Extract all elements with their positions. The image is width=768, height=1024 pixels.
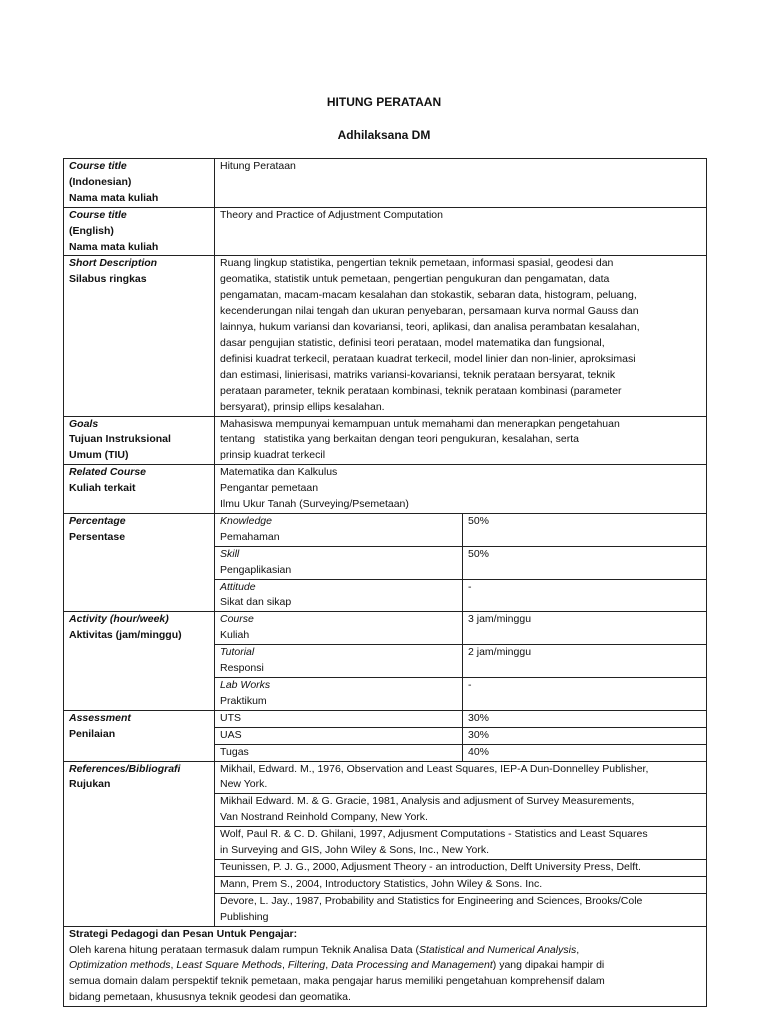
item-en: Course bbox=[220, 613, 254, 626]
strategy-text: , bbox=[170, 959, 177, 972]
label-cell bbox=[64, 207, 215, 256]
label-id: Persentase bbox=[69, 530, 126, 543]
assessment-item: UAS bbox=[215, 727, 463, 744]
syllabus-table bbox=[63, 158, 707, 1007]
row-activity bbox=[64, 612, 707, 645]
related-course-item: Pengantar pemetaan bbox=[220, 482, 319, 495]
label-id: Silabus ringkas bbox=[69, 273, 147, 286]
activity-value: 3 jam/minggu bbox=[463, 612, 707, 645]
row-assessment bbox=[64, 710, 707, 727]
goals-line: Mahasiswa mempunyai kemampuan untuk memahami dan menerapkan pengetahuan bbox=[220, 417, 620, 430]
strategy-text: , bbox=[325, 959, 332, 972]
item-id: Sikat dan sikap bbox=[220, 596, 292, 609]
label-id: Rujukan bbox=[69, 778, 111, 791]
label-en: Percentage bbox=[69, 514, 126, 527]
assessment-value: 30% bbox=[463, 727, 707, 744]
item-id: Praktikum bbox=[220, 694, 267, 707]
item-en: Skill bbox=[220, 547, 240, 560]
related-course-cell bbox=[215, 465, 707, 514]
strategy-line: semua domain dalam perspektif teknik pemetaan, maka pengajar harus memiliki pengetahuan komprehensif dalam bbox=[69, 975, 605, 988]
label-cell bbox=[64, 761, 215, 926]
strategy-text: , bbox=[576, 943, 580, 956]
description-line: dasar pengujian statistic, definisi teori perataan, model matematika dan fungsional, bbox=[220, 336, 605, 349]
reference-line: Teunissen, P. J. G., 2000, Adjusment Theory - an introduction, Delft University Press, Delft. bbox=[220, 860, 641, 873]
reference-line: Van Nostrand Reinhold Company, New York. bbox=[220, 811, 428, 824]
percentage-item bbox=[215, 579, 463, 612]
description-line: definisi kuadrat terkecil, perataan kuadrat terkecil, model linier dan non-linier, aproksimasi bbox=[220, 352, 636, 365]
label-en: Course title bbox=[69, 208, 127, 221]
activity-value: - bbox=[463, 678, 707, 711]
item-id: Kuliah bbox=[220, 629, 250, 642]
reference-line: New York. bbox=[220, 778, 268, 791]
reference-line: Mann, Prem S., 2004, Introductory Statistics, John Wiley & Sons. Inc. bbox=[220, 877, 543, 890]
assessment-value: 40% bbox=[463, 744, 707, 761]
percentage-value: - bbox=[463, 579, 707, 612]
reference-item bbox=[215, 794, 707, 827]
label-cell bbox=[64, 159, 215, 208]
reference-item bbox=[215, 859, 707, 876]
percentage-item bbox=[215, 546, 463, 579]
related-course-item: Matematika dan Kalkulus bbox=[220, 466, 338, 479]
reference-item bbox=[215, 827, 707, 860]
reference-item bbox=[215, 893, 707, 926]
row-course-title-id bbox=[64, 159, 707, 208]
row-strategy bbox=[64, 926, 707, 1007]
description-line: pengamatan, macam-macam kesalahan dan stokastik, sebaran data, histogram, peluang, bbox=[220, 289, 637, 302]
strategy-term: Optimization methods bbox=[69, 959, 171, 972]
row-references bbox=[64, 761, 707, 794]
label-en: References/Bibliografi bbox=[69, 762, 181, 775]
related-course-item: Ilmu Ukur Tanah (Surveying/Psemetaan) bbox=[220, 498, 409, 511]
goals-line: prinsip kuadrat terkecil bbox=[220, 449, 326, 462]
activity-item bbox=[215, 645, 463, 678]
strategy-text: Oleh karena hitung perataan termasuk dalam rumpun Teknik Analisa Data ( bbox=[69, 943, 420, 956]
label-cell bbox=[64, 465, 215, 514]
row-short-description bbox=[64, 256, 707, 416]
strategy-term: Data Processing and Management bbox=[331, 959, 493, 972]
item-en: Tutorial bbox=[220, 646, 255, 659]
strategy-cell bbox=[64, 926, 707, 1007]
label-en: Related Course bbox=[69, 466, 147, 479]
label-lang: (English) bbox=[69, 224, 114, 237]
strategy-text: ) yang dipakai hampir di bbox=[492, 959, 605, 972]
label-en: Goals bbox=[69, 417, 99, 430]
reference-line: Publishing bbox=[220, 910, 269, 923]
label-cell bbox=[64, 416, 215, 465]
document-title: HITUNG PERATAAN bbox=[326, 95, 442, 109]
strategy-line bbox=[69, 958, 701, 974]
label-cell bbox=[64, 513, 215, 611]
strategy-line: bidang pemetaan, khususnya teknik geodesi dan geomatika. bbox=[69, 991, 351, 1004]
reference-item bbox=[215, 761, 707, 794]
goals-cell bbox=[215, 416, 707, 465]
label-lang: (Indonesian) bbox=[69, 175, 132, 188]
row-percentage bbox=[64, 513, 707, 546]
percentage-value: 50% bbox=[463, 513, 707, 546]
activity-item bbox=[215, 678, 463, 711]
reference-line: Devore, L. Jay., 1987, Probability and Statistics for Engineering and Sciences, Brooks/Cole bbox=[220, 894, 643, 907]
row-related-course bbox=[64, 465, 707, 514]
description-line: bersyarat), prinsip ellips kesalahan. bbox=[220, 400, 385, 413]
label-id: Aktivitas (jam/minggu) bbox=[69, 629, 182, 642]
label-en: Short Description bbox=[69, 257, 158, 270]
label-en: Assessment bbox=[69, 711, 131, 724]
label-id: Tujuan Instruksional bbox=[69, 433, 171, 446]
strategy-text: , bbox=[282, 959, 288, 972]
description-line: lainnya, hukum variansi dan kovariansi, teori, aplikasi, dan analisa perambatan kesalahan, bbox=[220, 321, 640, 334]
description-line: kecenderungan nilai tengah dan ukuran penyebaran, persamaan kurva normal Gauss dan bbox=[220, 305, 639, 318]
percentage-item bbox=[215, 513, 463, 546]
strategy-term: Filtering bbox=[287, 959, 326, 972]
activity-item bbox=[215, 612, 463, 645]
reference-line: Wolf, Paul R. & C. D. Ghilani, 1997, Adjusment Computations - Statistics and Least Squares bbox=[220, 828, 648, 841]
goals-line: tentang statistika yang berkaitan dengan teori pengukuran, kesalahan, serta bbox=[220, 433, 579, 446]
assessment-item: UTS bbox=[215, 710, 463, 727]
reference-line: Mikhail Edward. M. & G. Gracie, 1981, Analysis and adjusment of Survey Measurements, bbox=[220, 795, 635, 808]
document-author: Adhilaksana DM bbox=[337, 128, 431, 142]
label-en: Course title bbox=[69, 160, 127, 172]
percentage-value: 50% bbox=[463, 546, 707, 579]
value-cell: Theory and Practice of Adjustment Computation bbox=[215, 207, 707, 256]
item-id: Pemahaman bbox=[220, 530, 280, 543]
label-id: Nama mata kuliah bbox=[69, 191, 159, 204]
reference-line: Mikhail, Edward. M., 1976, Observation and Least Squares, IEP-A Dun-Donnelley Publisher, bbox=[220, 762, 649, 775]
strategy-line bbox=[69, 943, 701, 959]
reference-line: in Surveying and GIS, John Wiley & Sons, Inc., New York. bbox=[220, 844, 490, 857]
item-en: Attitude bbox=[220, 580, 256, 593]
label-id: Penilaian bbox=[69, 727, 116, 740]
label-cell bbox=[64, 710, 215, 761]
strategy-heading: Strategi Pedagogi dan Pesan Untuk Pengajar: bbox=[69, 927, 298, 940]
assessment-value: 30% bbox=[463, 710, 707, 727]
description-line: geomatika, statistik untuk pemetaan, pengertian pengukuran dan pengamatan, data bbox=[220, 273, 610, 286]
description-line: dan estimasi, linierisasi, matriks variansi-kovariansi, teknik perataan bersyarat, teknik bbox=[220, 368, 616, 381]
label-id: Umum (TIU) bbox=[69, 449, 129, 462]
label-cell bbox=[64, 256, 215, 416]
row-course-title-en bbox=[64, 207, 707, 256]
label-en: Activity (hour/week) bbox=[69, 613, 169, 626]
item-en: Knowledge bbox=[220, 514, 272, 527]
description-cell bbox=[215, 256, 707, 416]
label-id: Nama mata kuliah bbox=[69, 240, 159, 253]
label-cell bbox=[64, 612, 215, 710]
item-id: Responsi bbox=[220, 662, 264, 675]
value-cell: Hitung Perataan bbox=[215, 159, 707, 208]
item-en: Lab Works bbox=[220, 679, 271, 691]
description-line: perataan parameter, teknik perataan kombinasi, teknik perataan kombinasi (parameter bbox=[220, 384, 622, 397]
activity-value: 2 jam/minggu bbox=[463, 645, 707, 678]
strategy-term: Least Square Methods bbox=[176, 959, 283, 972]
strategy-term: Statistical and Numerical Analysis bbox=[419, 943, 577, 956]
assessment-item: Tugas bbox=[215, 744, 463, 761]
row-goals bbox=[64, 416, 707, 465]
label-id: Kuliah terkait bbox=[69, 482, 136, 495]
description-line: Ruang lingkup statistika, pengertian teknik pemetaan, informasi spasial, geodesi dan bbox=[220, 257, 614, 270]
reference-item bbox=[215, 876, 707, 893]
item-id: Pengaplikasian bbox=[220, 563, 292, 576]
